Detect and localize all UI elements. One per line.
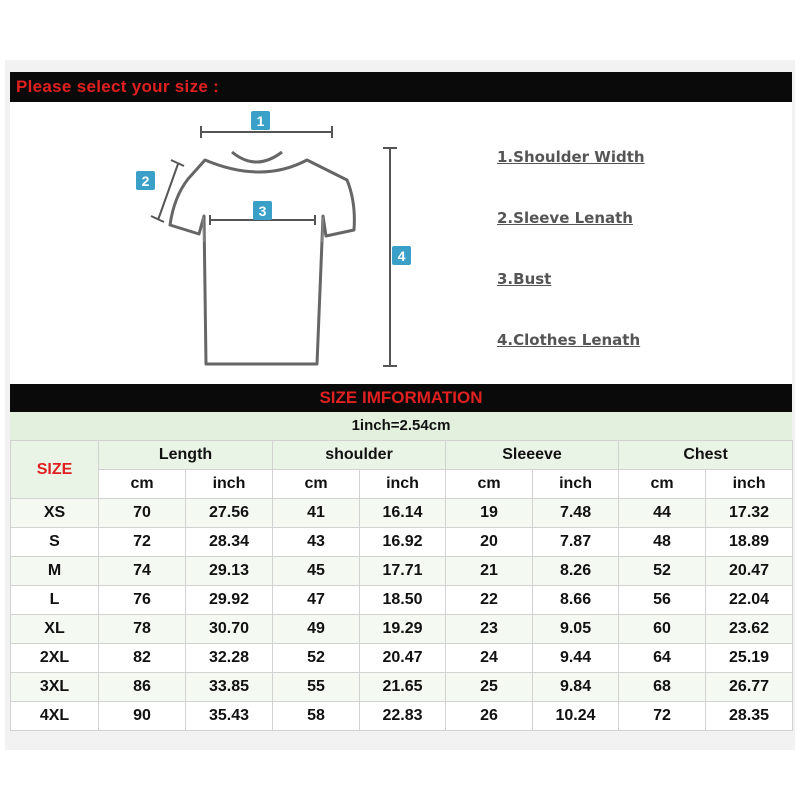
table-cell: 22 bbox=[446, 586, 533, 615]
table-cell: 20.47 bbox=[706, 557, 793, 586]
table-cell: 86 bbox=[99, 673, 186, 702]
table-row bbox=[11, 557, 793, 586]
legend-sleeve-length: 2.Sleeve Lenath bbox=[497, 209, 633, 227]
table-cell: 56 bbox=[619, 586, 706, 615]
table-row bbox=[11, 644, 793, 673]
table-row bbox=[11, 586, 793, 615]
unit-header: cm bbox=[99, 470, 186, 499]
table-cell: 19 bbox=[446, 499, 533, 528]
table-cell: 33.85 bbox=[186, 673, 273, 702]
size-info-title: SIZE IMFORMATION bbox=[319, 388, 483, 407]
table-cell: 22.04 bbox=[706, 586, 793, 615]
tshirt-diagram bbox=[10, 102, 792, 384]
unit-header: cm bbox=[273, 470, 360, 499]
table-cell: 22.83 bbox=[360, 702, 446, 731]
table-cell: 23 bbox=[446, 615, 533, 644]
table-row bbox=[11, 702, 793, 731]
table-row bbox=[11, 615, 793, 644]
table-cell: 58 bbox=[273, 702, 360, 731]
table-cell: 82 bbox=[99, 644, 186, 673]
table-cell: 9.84 bbox=[533, 673, 619, 702]
table-cell: 20.47 bbox=[360, 644, 446, 673]
size-diagram bbox=[10, 102, 792, 384]
table-row bbox=[11, 528, 793, 557]
table-cell: 28.35 bbox=[706, 702, 793, 731]
marker-1 bbox=[251, 111, 270, 130]
table-cell: 23.62 bbox=[706, 615, 793, 644]
svg-text:4: 4 bbox=[397, 248, 406, 264]
unit-header: inch bbox=[360, 470, 446, 499]
legend-bust: 3.Bust bbox=[497, 270, 552, 288]
tshirt-outline bbox=[170, 160, 354, 364]
table-cell: 17.71 bbox=[360, 557, 446, 586]
table-cell: 49 bbox=[273, 615, 360, 644]
size-label: 3XL bbox=[11, 673, 99, 702]
size-table bbox=[10, 440, 793, 731]
header-title: Please select your size : bbox=[16, 77, 220, 96]
table-cell: 28.34 bbox=[186, 528, 273, 557]
size-label: L bbox=[11, 586, 99, 615]
table-cell: 8.26 bbox=[533, 557, 619, 586]
group-header-shoulder: shoulder bbox=[273, 441, 446, 470]
group-header-sleeve: Sleeeve bbox=[446, 441, 619, 470]
svg-text:2: 2 bbox=[141, 173, 150, 189]
table-cell: 26 bbox=[446, 702, 533, 731]
table-cell: 47 bbox=[273, 586, 360, 615]
table-cell: 52 bbox=[273, 644, 360, 673]
table-cell: 48 bbox=[619, 528, 706, 557]
table-cell: 18.89 bbox=[706, 528, 793, 557]
legend-shoulder-width: 1.Shoulder Width bbox=[497, 148, 645, 166]
table-cell: 21.65 bbox=[360, 673, 446, 702]
table-cell: 70 bbox=[99, 499, 186, 528]
table-cell: 41 bbox=[273, 499, 360, 528]
table-cell: 90 bbox=[99, 702, 186, 731]
svg-text:3: 3 bbox=[258, 203, 267, 219]
table-cell: 16.92 bbox=[360, 528, 446, 557]
unit-header: cm bbox=[619, 470, 706, 499]
table-cell: 7.48 bbox=[533, 499, 619, 528]
marker-4 bbox=[392, 246, 411, 265]
table-cell: 25.19 bbox=[706, 644, 793, 673]
unit-header: inch bbox=[706, 470, 793, 499]
size-header: SIZE bbox=[11, 441, 99, 499]
table-cell: 27.56 bbox=[186, 499, 273, 528]
size-label: 4XL bbox=[11, 702, 99, 731]
table-cell: 76 bbox=[99, 586, 186, 615]
table-cell: 26.77 bbox=[706, 673, 793, 702]
table-cell: 55 bbox=[273, 673, 360, 702]
table-row bbox=[11, 499, 793, 528]
table-cell: 60 bbox=[619, 615, 706, 644]
table-cell: 72 bbox=[99, 528, 186, 557]
table-cell: 52 bbox=[619, 557, 706, 586]
table-cell: 78 bbox=[99, 615, 186, 644]
svg-text:1: 1 bbox=[256, 113, 265, 129]
table-cell: 30.70 bbox=[186, 615, 273, 644]
table-cell: 35.43 bbox=[186, 702, 273, 731]
tshirt-collar bbox=[232, 152, 282, 162]
table-cell: 29.13 bbox=[186, 557, 273, 586]
conversion-text: 1inch=2.54cm bbox=[351, 417, 451, 434]
table-cell: 21 bbox=[446, 557, 533, 586]
size-label: M bbox=[11, 557, 99, 586]
marker-3 bbox=[253, 201, 272, 220]
table-cell: 24 bbox=[446, 644, 533, 673]
table-cell: 8.66 bbox=[533, 586, 619, 615]
legend-clothes-length: 4.Clothes Lenath bbox=[497, 331, 641, 349]
table-cell: 72 bbox=[619, 702, 706, 731]
table-cell: 32.28 bbox=[186, 644, 273, 673]
table-cell: 19.29 bbox=[360, 615, 446, 644]
table-cell: 16.14 bbox=[360, 499, 446, 528]
table-cell: 74 bbox=[99, 557, 186, 586]
unit-header: inch bbox=[186, 470, 273, 499]
unit-header: cm bbox=[446, 470, 533, 499]
table-cell: 9.05 bbox=[533, 615, 619, 644]
table-cell: 68 bbox=[619, 673, 706, 702]
size-info-bar bbox=[10, 384, 792, 412]
table-cell: 29.92 bbox=[186, 586, 273, 615]
table-cell: 18.50 bbox=[360, 586, 446, 615]
table-cell: 17.32 bbox=[706, 499, 793, 528]
size-label: XS bbox=[11, 499, 99, 528]
table-row bbox=[11, 673, 793, 702]
table-cell: 25 bbox=[446, 673, 533, 702]
table-cell: 64 bbox=[619, 644, 706, 673]
table-cell: 45 bbox=[273, 557, 360, 586]
header-bar bbox=[10, 72, 792, 102]
size-label: XL bbox=[11, 615, 99, 644]
size-label: S bbox=[11, 528, 99, 557]
unit-header: inch bbox=[533, 470, 619, 499]
table-cell: 7.87 bbox=[533, 528, 619, 557]
table-cell: 20 bbox=[446, 528, 533, 557]
group-header-chest: Chest bbox=[619, 441, 793, 470]
table-cell: 9.44 bbox=[533, 644, 619, 673]
table-cell: 43 bbox=[273, 528, 360, 557]
table-cell: 10.24 bbox=[533, 702, 619, 731]
table-cell: 44 bbox=[619, 499, 706, 528]
size-label: 2XL bbox=[11, 644, 99, 673]
group-header-length: Length bbox=[99, 441, 273, 470]
marker-2 bbox=[136, 171, 155, 190]
conversion-row bbox=[10, 412, 792, 440]
